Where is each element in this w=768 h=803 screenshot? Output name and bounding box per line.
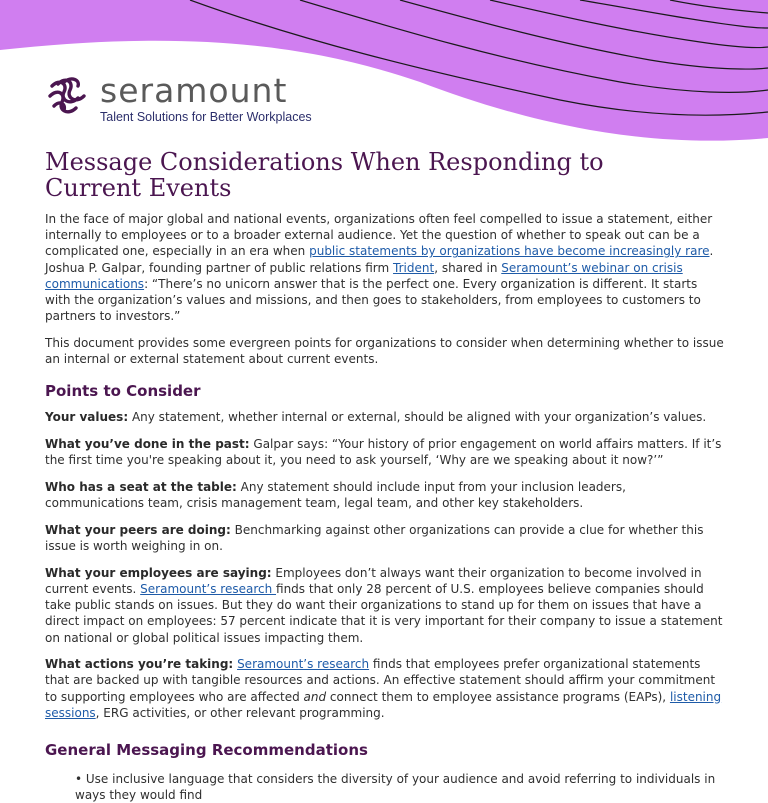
- intro-text-2: . Joshua P. Galpar, founding partner of public relations firm: [45, 244, 714, 275]
- intro-text-4: : “There’s no unicorn answer that is the perfect one. Every organization is different. It starts with the organization’s values and missions, and then goes to stakeholders, from employees to customers to partners to investors.”: [45, 276, 701, 324]
- point-emphasis: and: [303, 689, 327, 704]
- point-actions: [45, 656, 725, 721]
- point-peers: [45, 522, 725, 554]
- intro-paragraph: [45, 211, 725, 324]
- section-heading-points: Points to Consider: [45, 382, 201, 401]
- seramount-logo-icon: [44, 76, 90, 122]
- link-public-statements[interactable]: public statements by organizations have become increasingly rare: [309, 244, 710, 259]
- point-values: [45, 409, 725, 425]
- point-text: Employees don’t always want their organization to become involved in current events.: [45, 565, 702, 596]
- brand-name: seramount: [100, 71, 288, 110]
- brand-logo[interactable]: [44, 71, 312, 124]
- point-label: What you’ve done in the past:: [45, 437, 250, 452]
- link-webinar[interactable]: Seramount’s webinar on crisis communications: [45, 260, 683, 291]
- point-label: Who has a seat at the table:: [45, 479, 237, 494]
- point-text: Any statement, whether internal or external, should be aligned with your organization’s values.: [128, 410, 707, 425]
- point-text: Any statement should include input from your inclusion leaders, communications team, crisis management team, legal team, and other key stakeholders.: [45, 479, 626, 511]
- point-label: What actions you’re taking:: [45, 657, 234, 672]
- section-heading-recommendations: General Messaging Recommendations: [45, 741, 368, 760]
- intro-paragraph-2: This document provides some evergreen points for organizations to consider when determining whether to issue an internal or external statement about current events.: [45, 335, 724, 367]
- point-text: Benchmarking against other organizations can provide a clue for whether this issue is worth weighing in on.: [45, 522, 704, 554]
- point-text: Galpar says: “Your history of prior engagement on world affairs matters. If it’s the first time you're speaking about it, you need to ask yourself, ‘Why are we speaking about it now?’”: [45, 437, 722, 468]
- link-listening-sessions[interactable]: listening sessions: [45, 689, 722, 720]
- brand-tagline: Talent Solutions for Better Workplaces: [100, 110, 312, 124]
- point-label: Your values:: [45, 410, 129, 425]
- link-seramount-research-2[interactable]: Seramount’s research: [237, 657, 370, 672]
- link-seramount-research[interactable]: Seramount’s research: [140, 581, 277, 596]
- point-text: finds that only 28 percent of U.S. employees believe companies should take public stands on issues. But they do want their organizations to stand up for them on issues that have a direct impact on employees: 57 percent indicate that it is very important for their company to issue a statement on national or global political issues impacting them.: [45, 581, 723, 645]
- point-seat: [45, 479, 725, 511]
- point-label: What your employees are saying:: [45, 565, 272, 580]
- point-text: , ERG activities, or other relevant programming.: [95, 705, 385, 720]
- intro-text-1: In the face of major global and national events, organizations often feel compelled to issue a statement, either internally to employees or to a broader external audience. Yet the question of whether to speak out can be a complicated one, especially in an era when: [45, 212, 713, 259]
- recommendation-bullet: • Use inclusive language that considers the diversity of your audience and avoid referring to individuals in ways they would find: [75, 772, 716, 803]
- point-label: What your peers are doing:: [45, 522, 231, 537]
- link-trident[interactable]: Trident: [393, 260, 435, 275]
- document-body: [45, 149, 725, 803]
- intro-text-3: , shared in: [434, 260, 502, 275]
- point-employees: [45, 565, 725, 646]
- point-text: finds that employees prefer organizational statements that are backed up with tangible resources and actions. An effective statement should affirm your commitment to supporting employees who are affected: [45, 657, 716, 704]
- point-past: [45, 436, 725, 468]
- point-text: connect them to employee assistance programs (EAPs),: [326, 689, 670, 704]
- page-title: Message Considerations When Responding to Current Events: [45, 148, 604, 202]
